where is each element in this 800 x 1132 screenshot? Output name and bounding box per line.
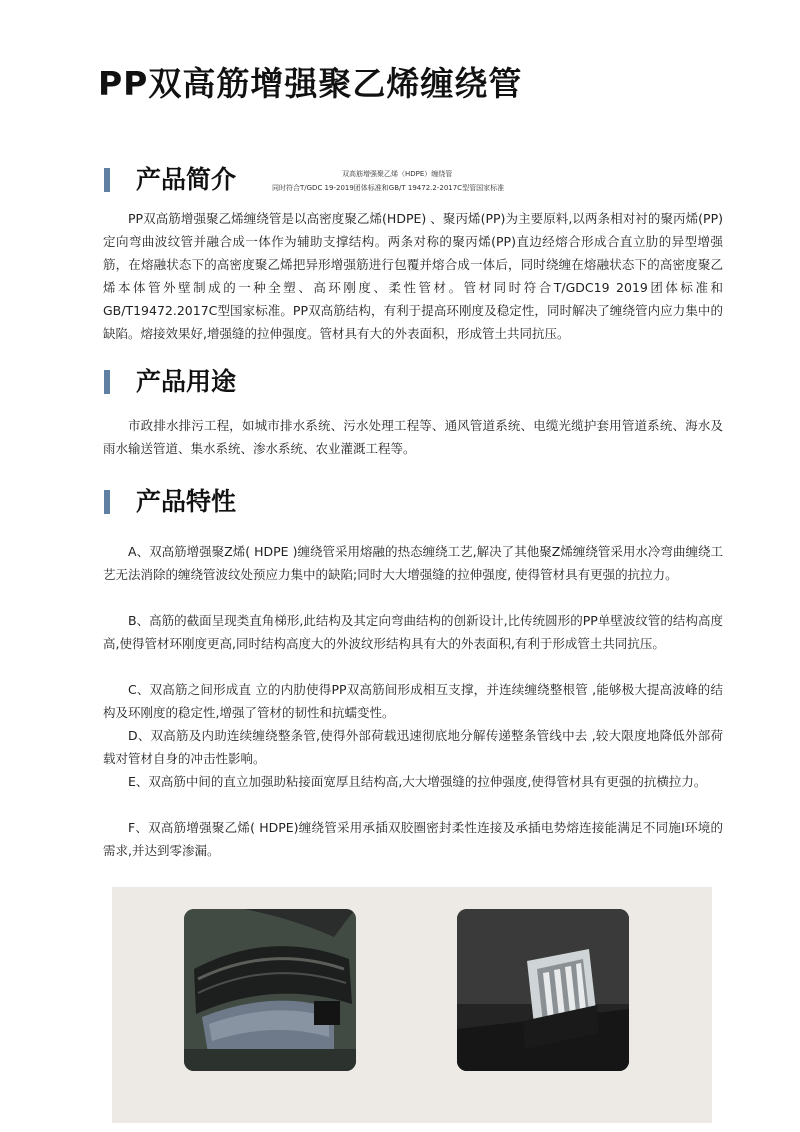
- section-accent-bar: [104, 370, 110, 394]
- usage-paragraph: 市政排水排污工程，如城市排水系统、污水处理工程等、通风管道系统、电缆光缆护套用管道系统、海水及雨水输送管道、集水系统、渗水系统、农业灌溉工程等。: [103, 418, 723, 456]
- section-usage-title: 产品用途: [136, 367, 237, 396]
- intro-paragraph: PP双高筋增强聚乙烯缠绕管是以高密度聚乙烯(HDPE) 、聚丙烯(PP)为主要原料,以两条相对衬的聚丙烯(PP)定向弯曲波纹管并融合成一体作为辅助支撑结构。两条对称的聚丙烯(PP)直边经熔合形成合直立肋的异型增强筋，在熔融状态下的高密度聚乙烯把异形增强筋进行包覆并熔合成一体后，同时绕缠在熔融状态下的高密度聚乙烯本体管外壁制成的一种全塑、高环刚度、柔性管材。管材同时符合T/GDC19 2019团体标准和GB/T19472.2017C型国家标准。PP双高筋结构，有利于提高环刚度及稳定性，同时解决了缠绕管内应力集中的缺陷。熔接效果好,增强缝的拉伸强度。管材具有大的外表面积，形成管土共同抗压。: [103, 211, 723, 341]
- pipe-cross-section-photo: [457, 909, 629, 1071]
- pipe-joint-illustration: [184, 909, 356, 1071]
- pipe-joint-photo: [184, 909, 356, 1071]
- feature-item-a: A、双高筋增强聚Z烯( HDPE )缠绕管采用熔融的热态缠绕工艺,解决了其他聚Z烯缠绕管采用水冷弯曲缠绕工艺无法消除的缠绕管波纹处预应力集中的缺陷;同时大大增强缝的拉伸强度, 使得管材具有更强的抗拉力。: [103, 544, 723, 582]
- section-accent-bar: [104, 168, 110, 192]
- section-features-title: 产品特性: [136, 487, 237, 516]
- intro-note-line2: 同时符合T/GDC 19-2019团体标准和GB/T 19472.2-2017C型管国家标准: [272, 184, 505, 192]
- feature-item-e: E、双高筋中间的直立加强助粘接面宽厚且结构高,大大增强缝的拉伸强度,使得管材具有更强的抗横拉力。: [128, 774, 707, 789]
- section-accent-bar: [104, 490, 110, 514]
- pipe-cross-section-illustration: [457, 909, 629, 1071]
- intro-standard-note: [272, 167, 572, 195]
- page-title: PP双高筋增强聚乙烯缠绕管: [98, 64, 523, 103]
- feature-item-b: B、高筋的截面呈现类直角梯形,此结构及其定向弯曲结构的创新设计,比传统圆形的PP单壁波纹管的结构高度高,使得管材环刚度更高,同时结构高度大的外波纹形结构具有大的外表面积,有利于形成管土共同抗压。: [103, 613, 723, 651]
- product-photo-panel: [112, 887, 712, 1123]
- feature-item-d: D、双高筋及内助连续缠绕整条管,使得外部荷载迅速彻底地分解传递整条管线中去 ,较大限度地降低外部荷载对管材自身的冲击性影响。: [103, 728, 723, 766]
- feature-item-c: C、双高筋之间形成直 立的内肋使得PP双高筋间形成相互支撑，并连续缠绕整根管 ,能够极大提高波峰的结构及环刚度的稳定性,增强了管材的韧性和抗蠕变性。: [103, 682, 723, 720]
- section-intro-title: 产品简介: [136, 165, 237, 194]
- intro-note-line1: 双高筋增强聚乙烯（HDPE）缠绕管: [342, 170, 453, 178]
- feature-item-f: F、双高筋增强聚乙烯( HDPE)缠绕管采用承插双胶圈密封柔性连接及承插电势熔连接能满足不同施I环境的需求,并达到零渗漏。: [103, 820, 723, 858]
